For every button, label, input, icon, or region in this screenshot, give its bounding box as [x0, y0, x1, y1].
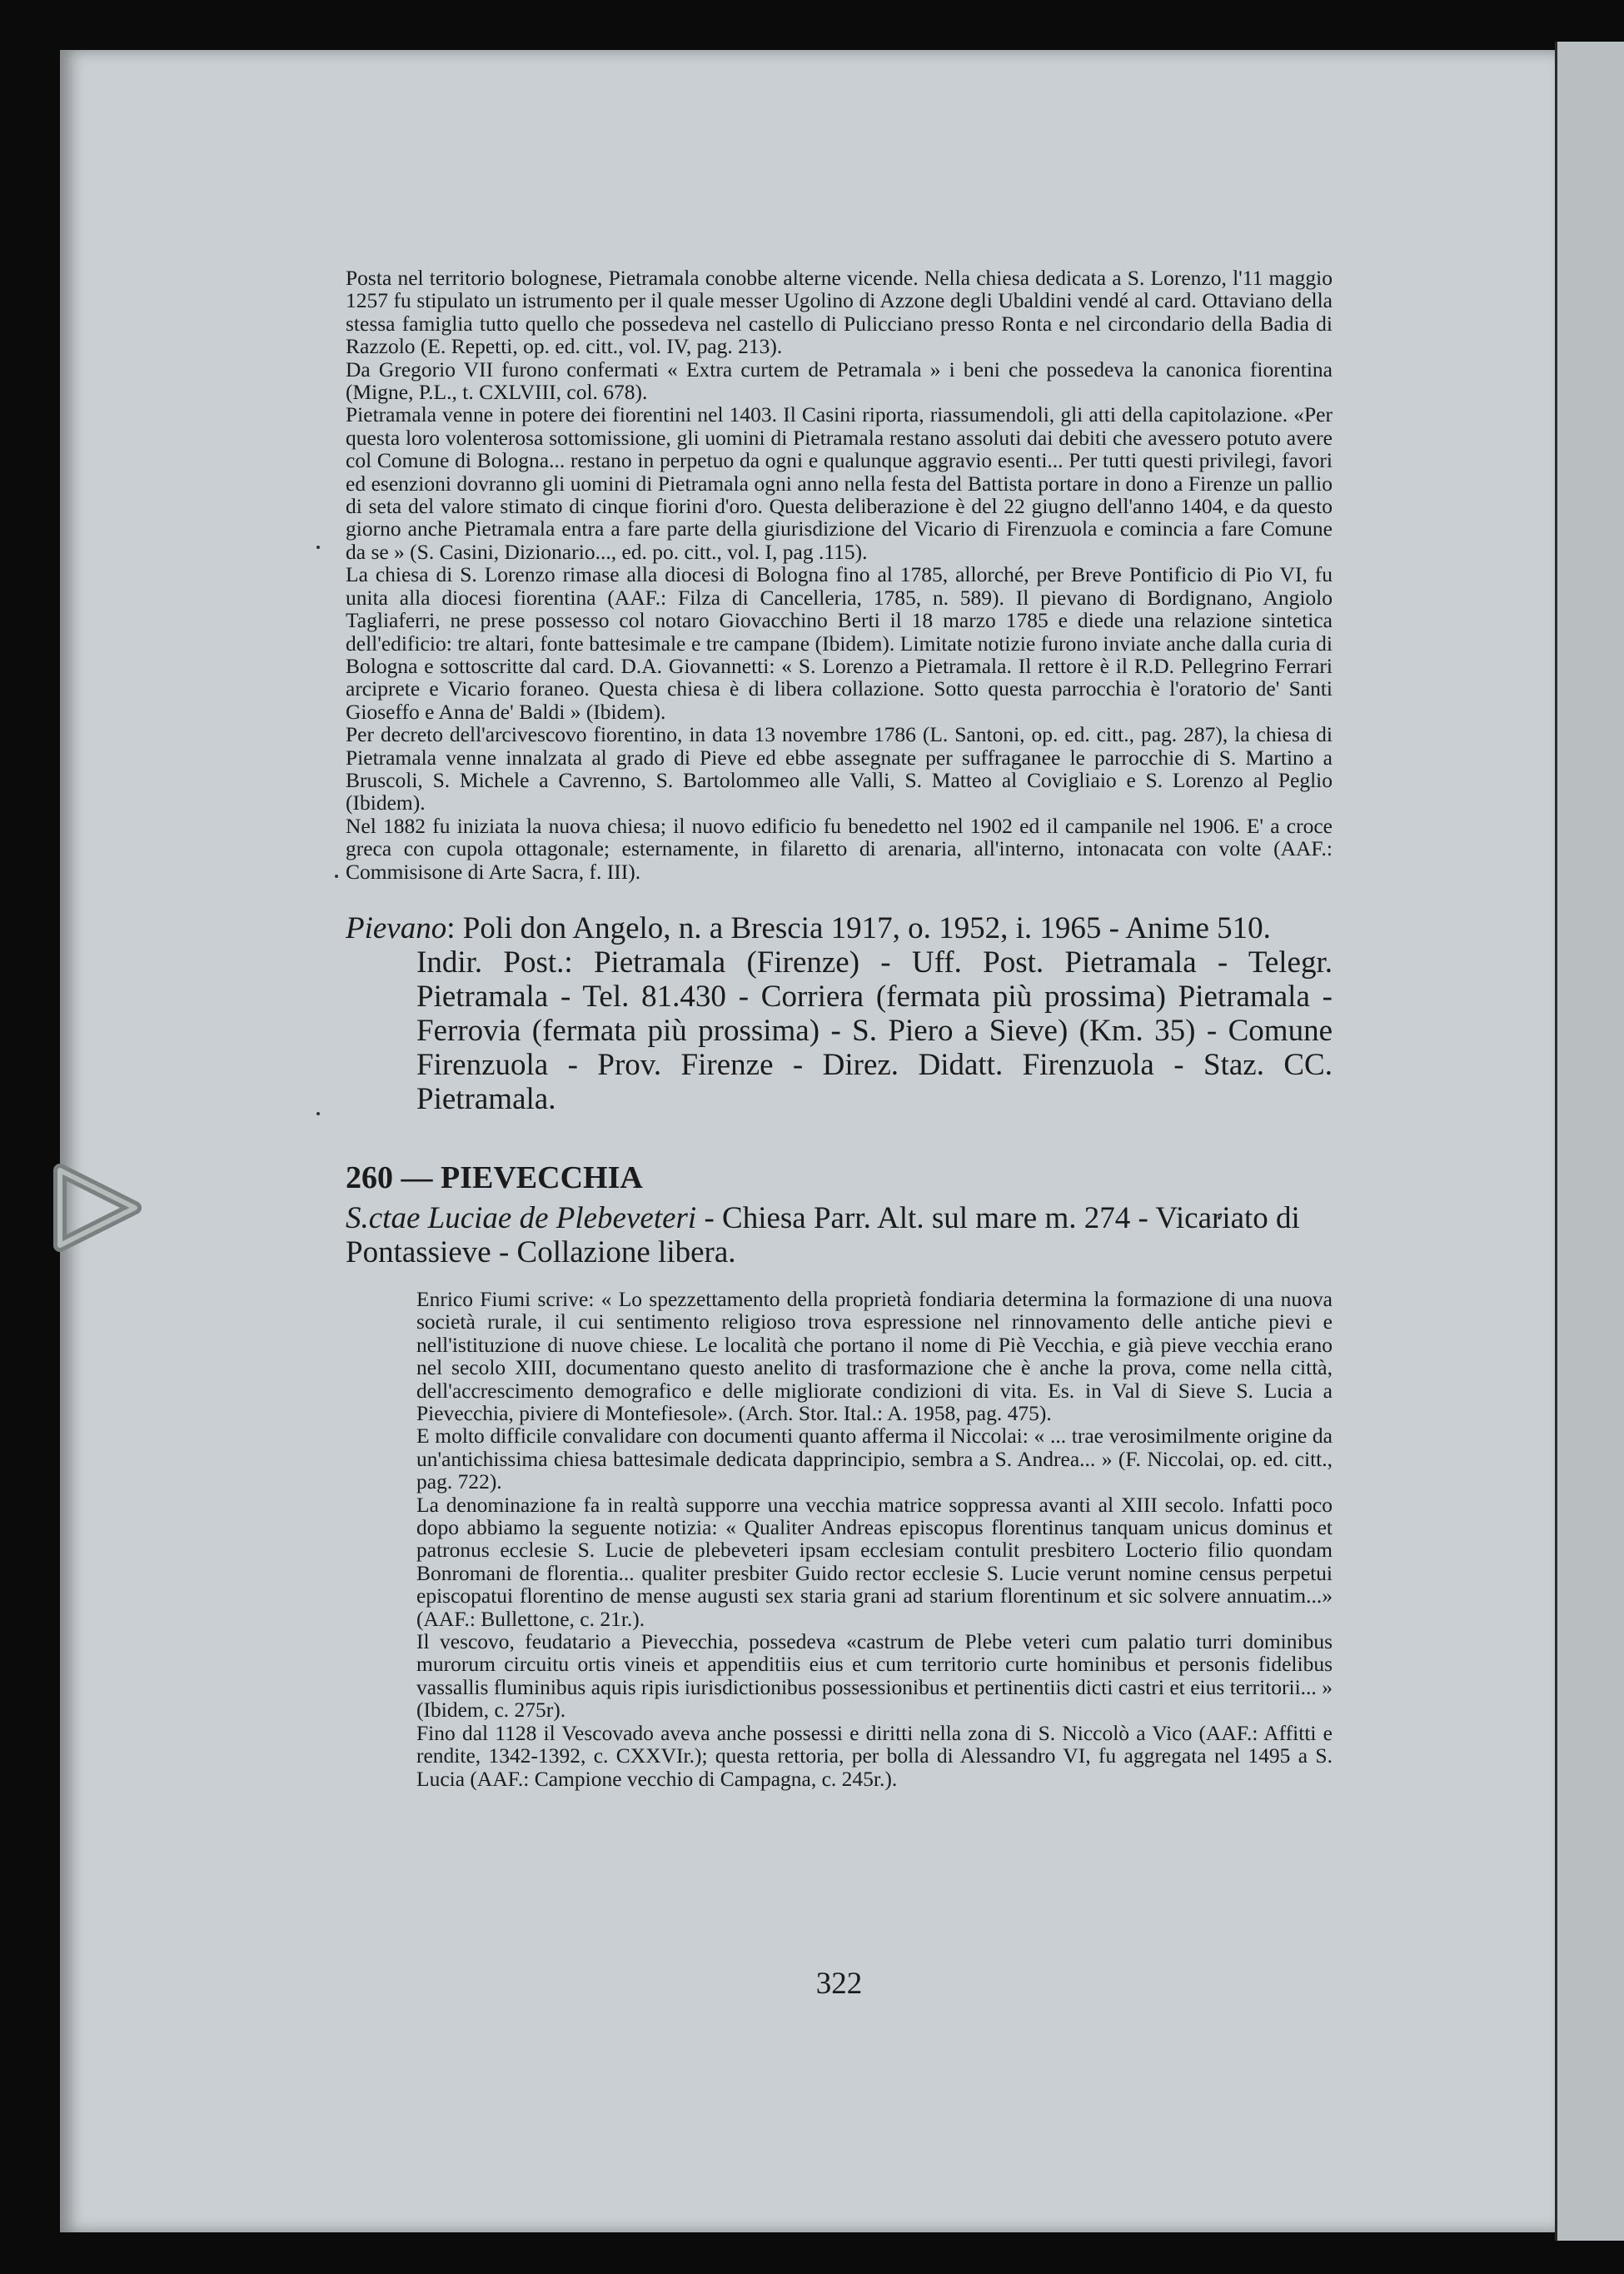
- page-clip-icon: [52, 1158, 143, 1258]
- postal-info: Indir. Post.: Pietramala (Firenze) - Uff. Post. Pietramala - Telegr. Pietramala - Tel. 81.430 - Corriera (fermata più prossima) Pietramala - Ferrovia (fermata più prossima) - S. Piero a Sieve) (Km. 35) - Comune Firenzuola - Prov. Firenze - Direz. Didatt. Firenzuola - Staz. CC. Pietramala.: [416, 945, 1333, 1116]
- page-number: 322: [815, 1967, 863, 2001]
- pastor-text: : Poli don Angelo, n. a Brescia 1917, o. 1952, i. 1965 - Anime 510.: [446, 910, 1271, 945]
- pastor-entry: [346, 911, 1333, 1116]
- entry-subtitle: [346, 1201, 1333, 1269]
- ink-speck: [316, 1112, 320, 1115]
- entry-latin-name: S.ctae Luciae de Plebeveteri: [346, 1200, 697, 1235]
- paragraph: Fino dal 1128 il Vescovado aveva anche possessi e diritti nella zona di S. Niccolò a Vico (AAF.: Affitti e rendite, 1342-1392, c. CXXVIr.); questa rettoria, per bolla di Alessandro VI, fu aggregata nel 1495 a S. Lucia (AAF.: Campione vecchio di Campagna, c. 245r.).: [416, 1720, 1333, 1791]
- ink-speck: [335, 875, 338, 878]
- history-block-pietramala: [346, 267, 1333, 883]
- facing-page-edge: [1555, 42, 1624, 2241]
- paragraph: Per decreto dell'arcivescovo fiorentino, in data 13 novembre 1786 (L. Santoni, op. ed. citt., pag. 287), la chiesa di Pietramala venne innalzata al grado di Pieve ed ebbe assegnate per suffraganee le parrocchie di S. Martino a Bruscoli, S. Michele a Cavrenno, S. Bartolommeo alle Valli, S. Matteo al Covigliaio e S. Lorenzo al Peglio (Ibidem).: [346, 722, 1333, 815]
- ink-speck: [316, 546, 320, 549]
- paragraph: Il vescovo, feudatario a Pievecchia, possedeva «castrum de Plebe veteri cum palatio turri dominibus murorum circuitu ortis vineis et appenditiis eius et cum territorio curte hominibus et personis fidelibus vassallis fluminibus aquis ripis iurisdictionibus possessionibus et pertinentiis dicti castri et eius territorii... » (Ibidem, c. 275r).: [416, 1629, 1333, 1723]
- paragraph: Posta nel territorio bolognese, Pietramala conobbe alterne vicende. Nella chiesa dedicata a S. Lorenzo, l'11 maggio 1257 fu stipulato un istrumento per il quale messer Ugolino di Azzone degli Ubaldini vendé al card. Ottaviano della stessa famiglia tutto quello che possedeva nel castello di Pulicciano presso Ronta e nel circondario della Badia di Razzolo (E. Repetti, op. ed. citt., vol. IV, pag. 213).: [346, 266, 1333, 359]
- entry-heading: 260 — PIEVECCHIA: [346, 1159, 643, 1195]
- paragraph: Da Gregorio VII furono confermati « Extra curtem de Petramala » i beni che possedeva la canonica fiorentina (Migne, P.L., t. CXLVIII, col. 678).: [346, 357, 1333, 405]
- entry-details: - Chiesa Parr. Alt. sul mare m. 274 - Vicariato di Pontassieve - Collazione libera.: [346, 1200, 1300, 1269]
- paragraph: Pietramala venne in potere dei fiorentini nel 1403. Il Casini riporta, riassumendoli, gli atti della capitolazione. «Per questa loro volenterosa sottomissione, gli uomini di Pietramala restano assoluti dai debiti che avessero potuto avere col Comune di Bologna... restano in perpetuo da ogni e qualunque aggravio esenti... Per tutti questi privilegi, favori ed esenzioni dovranno gli uomini di Pietramala ogni anno nella festa del Battista portare in dono a Firenze un pallio di seta del valore stimato di cinque fiorini d'oro. Questa deliberazione è del 22 giugno dell'anno 1404, e da questo giorno anche Pietramala entra a fare parte della giurisdizione del Vicario di Firenzuola e comincia a fare Comune da se » (S. Casini, Dizionario..., ed. po. citt., vol. I, pag .115).: [346, 402, 1333, 564]
- page-content: [346, 266, 1333, 2001]
- paragraph: E molto difficile convalidare con documenti quanto afferma il Niccolai: « ... trae verosimilmente origine da un'antichissima chiesa battesimale dedicata dapprincipio, sembra a S. Andrea... » (F. Niccolai, op. ed. citt., pag. 722).: [416, 1424, 1333, 1494]
- paragraph: La chiesa di S. Lorenzo rimase alla diocesi di Bologna fino al 1785, allorché, per Breve Pontificio di Pio VI, fu unita alla diocesi fiorentina (AAF.: Filza di Cancelleria, 1785, n. 589). Il pievano di Bordignano, Angiolo Tagliaferri, ne prese possesso col notaro Giovacchino Berti il 18 marzo 1785 e diede una relazione sintetica dell'edificio: tre altari, fonte battesimale e tre campane (Ibidem). Limitate notizie furono inviate anche dalla curia di Bologna e sottoscritte dal card. D.A. Giovannetti: « S. Lorenzo a Pietramala. Il rettore è il R.D. Pellegrino Ferrari arciprete e Vicario foraneo. Questa chiesa è di libera collazione. Sotto questa parrocchia è l'oratorio de' Santi Gioseffo e Anna de' Baldi » (Ibidem).: [346, 562, 1333, 724]
- paragraph: Enrico Fiumi scrive: « Lo spezzettamento della proprietà fondiaria determina la formazione di una nuova società rurale, il cui sentimento religioso trova espressione nel rinnovamento delle antiche pievi e nell'istituzione di nuove chiese. Le località che portano il nome di Piè Vecchia, e già pieve vecchia erano nel secolo XIII, documentano questo anelito di trasformazione che è anche la prova, come nella città, dell'accrescimento demografico e delle migliorate condizioni di vita. Es. in Val di Sieve S. Lucia a Pievecchia, piviere di Montefiesole». (Arch. Stor. Ital.: A. 1958, pag. 475).: [416, 1286, 1333, 1425]
- pastor-label: Pievano: [346, 910, 447, 945]
- paragraph: La denominazione fa in realtà supporre una vecchia matrice soppressa avanti al XIII secolo. Infatti poco dopo abbiamo la seguente notizia: « Qualiter Andreas episcopus florentinus tanquam unicus dominus et patronus ecclesie S. Lucie de plebeveteri ipsam ecclesiam contulit presbitero Locterio filio quondam Bonromani de florentia... qualiter presbiter Guido rector ecclesie S. Lucie verunt nomine census perpetui episcopatui florentino de mense augusti sex staria grani ad starium florentinum et sic solvere annuatim...» (AAF.: Bullettone, c. 21r.).: [416, 1492, 1333, 1631]
- paragraph: Nel 1882 fu iniziata la nuova chiesa; il nuovo edificio fu benedetto nel 1902 ed il campanile nel 1906. E' a croce greca con cupola ottagonale; esternamente, in filaretto di arenaria, all'interno, intonacata con volte (AAF.: Commisisone di Arte Sacra, f. III).: [346, 813, 1333, 884]
- history-block-pievecchia: [346, 1288, 1333, 1790]
